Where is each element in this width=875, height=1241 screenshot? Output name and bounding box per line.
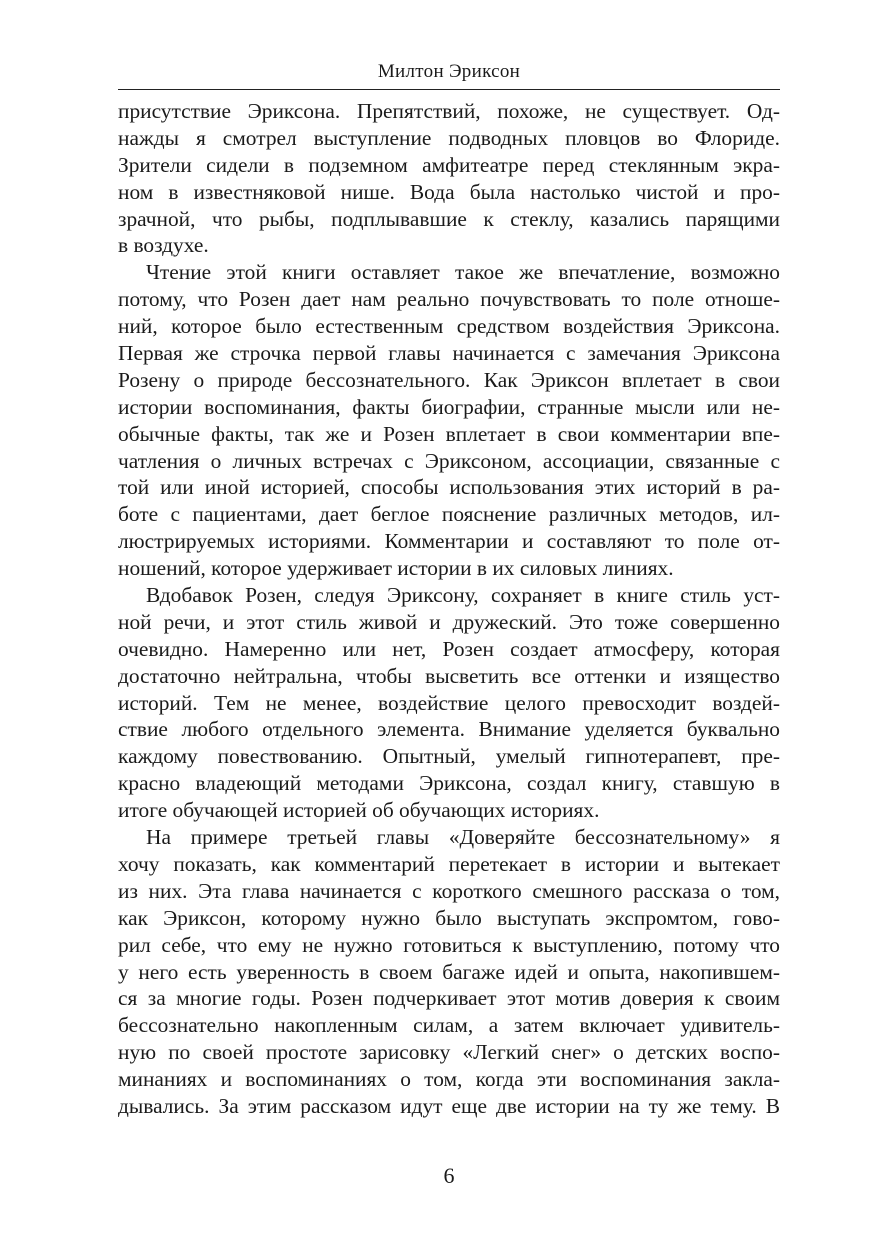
paragraph — [118, 259, 780, 582]
text-line: минаниях и воспоминаниях о том, когда эти воспоминания закла- — [118, 1067, 780, 1092]
text-line: истории воспоминания, факты биографии, странные мысли или не- — [118, 394, 780, 419]
text-line: ся за многие годы. Розен подчеркивает этот мотив доверия к своим — [118, 986, 780, 1011]
text-line: Вдобавок Розен, следуя Эриксону, сохраняет в книге стиль уст- — [146, 583, 780, 608]
text-line: присутствие Эриксона. Препятствий, похоже, не существует. Од- — [118, 99, 780, 123]
text-line: ную по своей простоте зарисовку «Легкий снег» о детских воспо- — [118, 1040, 780, 1065]
paragraph — [118, 98, 780, 259]
paragraph — [118, 824, 780, 1120]
text-line: ношений, которое удерживает истории в их силовых линиях. — [118, 556, 674, 581]
text-line: хочу показать, как комментарий перетекает в истории и вытекает — [118, 851, 780, 876]
text-line: ствие любого отдельного элемента. Внимание уделяется буквально — [118, 717, 780, 742]
paragraph — [118, 582, 780, 824]
text-line: той или иной историей, способы использования этих историй в ра- — [118, 475, 780, 500]
text-line: чатления о личных встречах с Эриксоном, ассоциации, связанные с — [118, 448, 780, 473]
text-line: красно владеющий методами Эриксона, создал книгу, ставшую в — [118, 771, 780, 796]
text-line: Зрители сидели в подземном амфитеатре перед стеклянным экра- — [118, 152, 780, 177]
text-line: в воздухе. — [118, 233, 209, 258]
text-line: из них. Эта глава начинается с короткого смешного рассказа о том, — [118, 878, 780, 903]
text-line: достаточно нейтральна, чтобы высветить все оттенки и изящество — [118, 663, 780, 688]
text-line: Розену о природе бессознательного. Как Эриксон вплетает в свои — [118, 367, 780, 392]
text-line: обычные факты, так же и Розен вплетает в свои комментарии впе- — [118, 421, 780, 446]
text-line: люстрируемых историями. Комментарии и составляют то поле от- — [118, 529, 780, 554]
text-line: ний, которое было естественным средством воздействия Эриксона. — [118, 314, 780, 339]
text-line: Первая же строчка первой главы начинается с замечания Эриксона — [118, 341, 780, 366]
text-line: нажды я смотрел выступление подводных пловцов во Флориде. — [118, 125, 780, 150]
text-line: очевидно. Намеренно или нет, Розен создает атмосферу, которая — [118, 636, 780, 661]
text-line: ном в известняковой нише. Вода была настолько чистой и про- — [118, 179, 780, 204]
body-text — [118, 98, 780, 1120]
text-line: итоге обучающей историей об обучающих историях. — [118, 798, 600, 823]
text-line: как Эриксон, которому нужно было выступать экспромтом, гово- — [118, 905, 780, 930]
text-line: рил себе, что ему не нужно готовиться к выступлению, потому что — [118, 932, 780, 957]
text-line: зрачной, что рыбы, подплывавшие к стеклу, казались парящими — [118, 206, 780, 231]
page-number: 6 — [443, 1163, 455, 1188]
text-line: Чтение этой книги оставляет такое же впечатление, возможно — [146, 260, 780, 285]
text-line: боте с пациентами, дает беглое пояснение различных методов, ил- — [118, 502, 780, 527]
text-line: ной речи, и этот стиль живой и дружеский. Это тоже совершенно — [118, 609, 780, 634]
text-line: На примере третьей главы «Доверяйте бессознательному» я — [146, 825, 780, 850]
text-line: дывались. За этим рассказом идут еще две истории на ту же тему. В — [118, 1093, 780, 1118]
text-line: историй. Тем не менее, воздействие целого превосходит воздей- — [118, 690, 780, 715]
text-line: бессознательно накопленным силам, а затем включает удивитель- — [118, 1013, 780, 1038]
header-rule — [118, 89, 780, 90]
running-header-title: Милтон Эриксон — [377, 61, 521, 82]
text-line: у него есть уверенность в своем багаже идей и опыта, накопившем- — [118, 959, 780, 984]
text-line: потому, что Розен дает нам реально почувствовать то поле отноше- — [118, 287, 780, 312]
text-line: каждому повествованию. Опытный, умелый гипнотерапевт, пре- — [118, 744, 780, 769]
